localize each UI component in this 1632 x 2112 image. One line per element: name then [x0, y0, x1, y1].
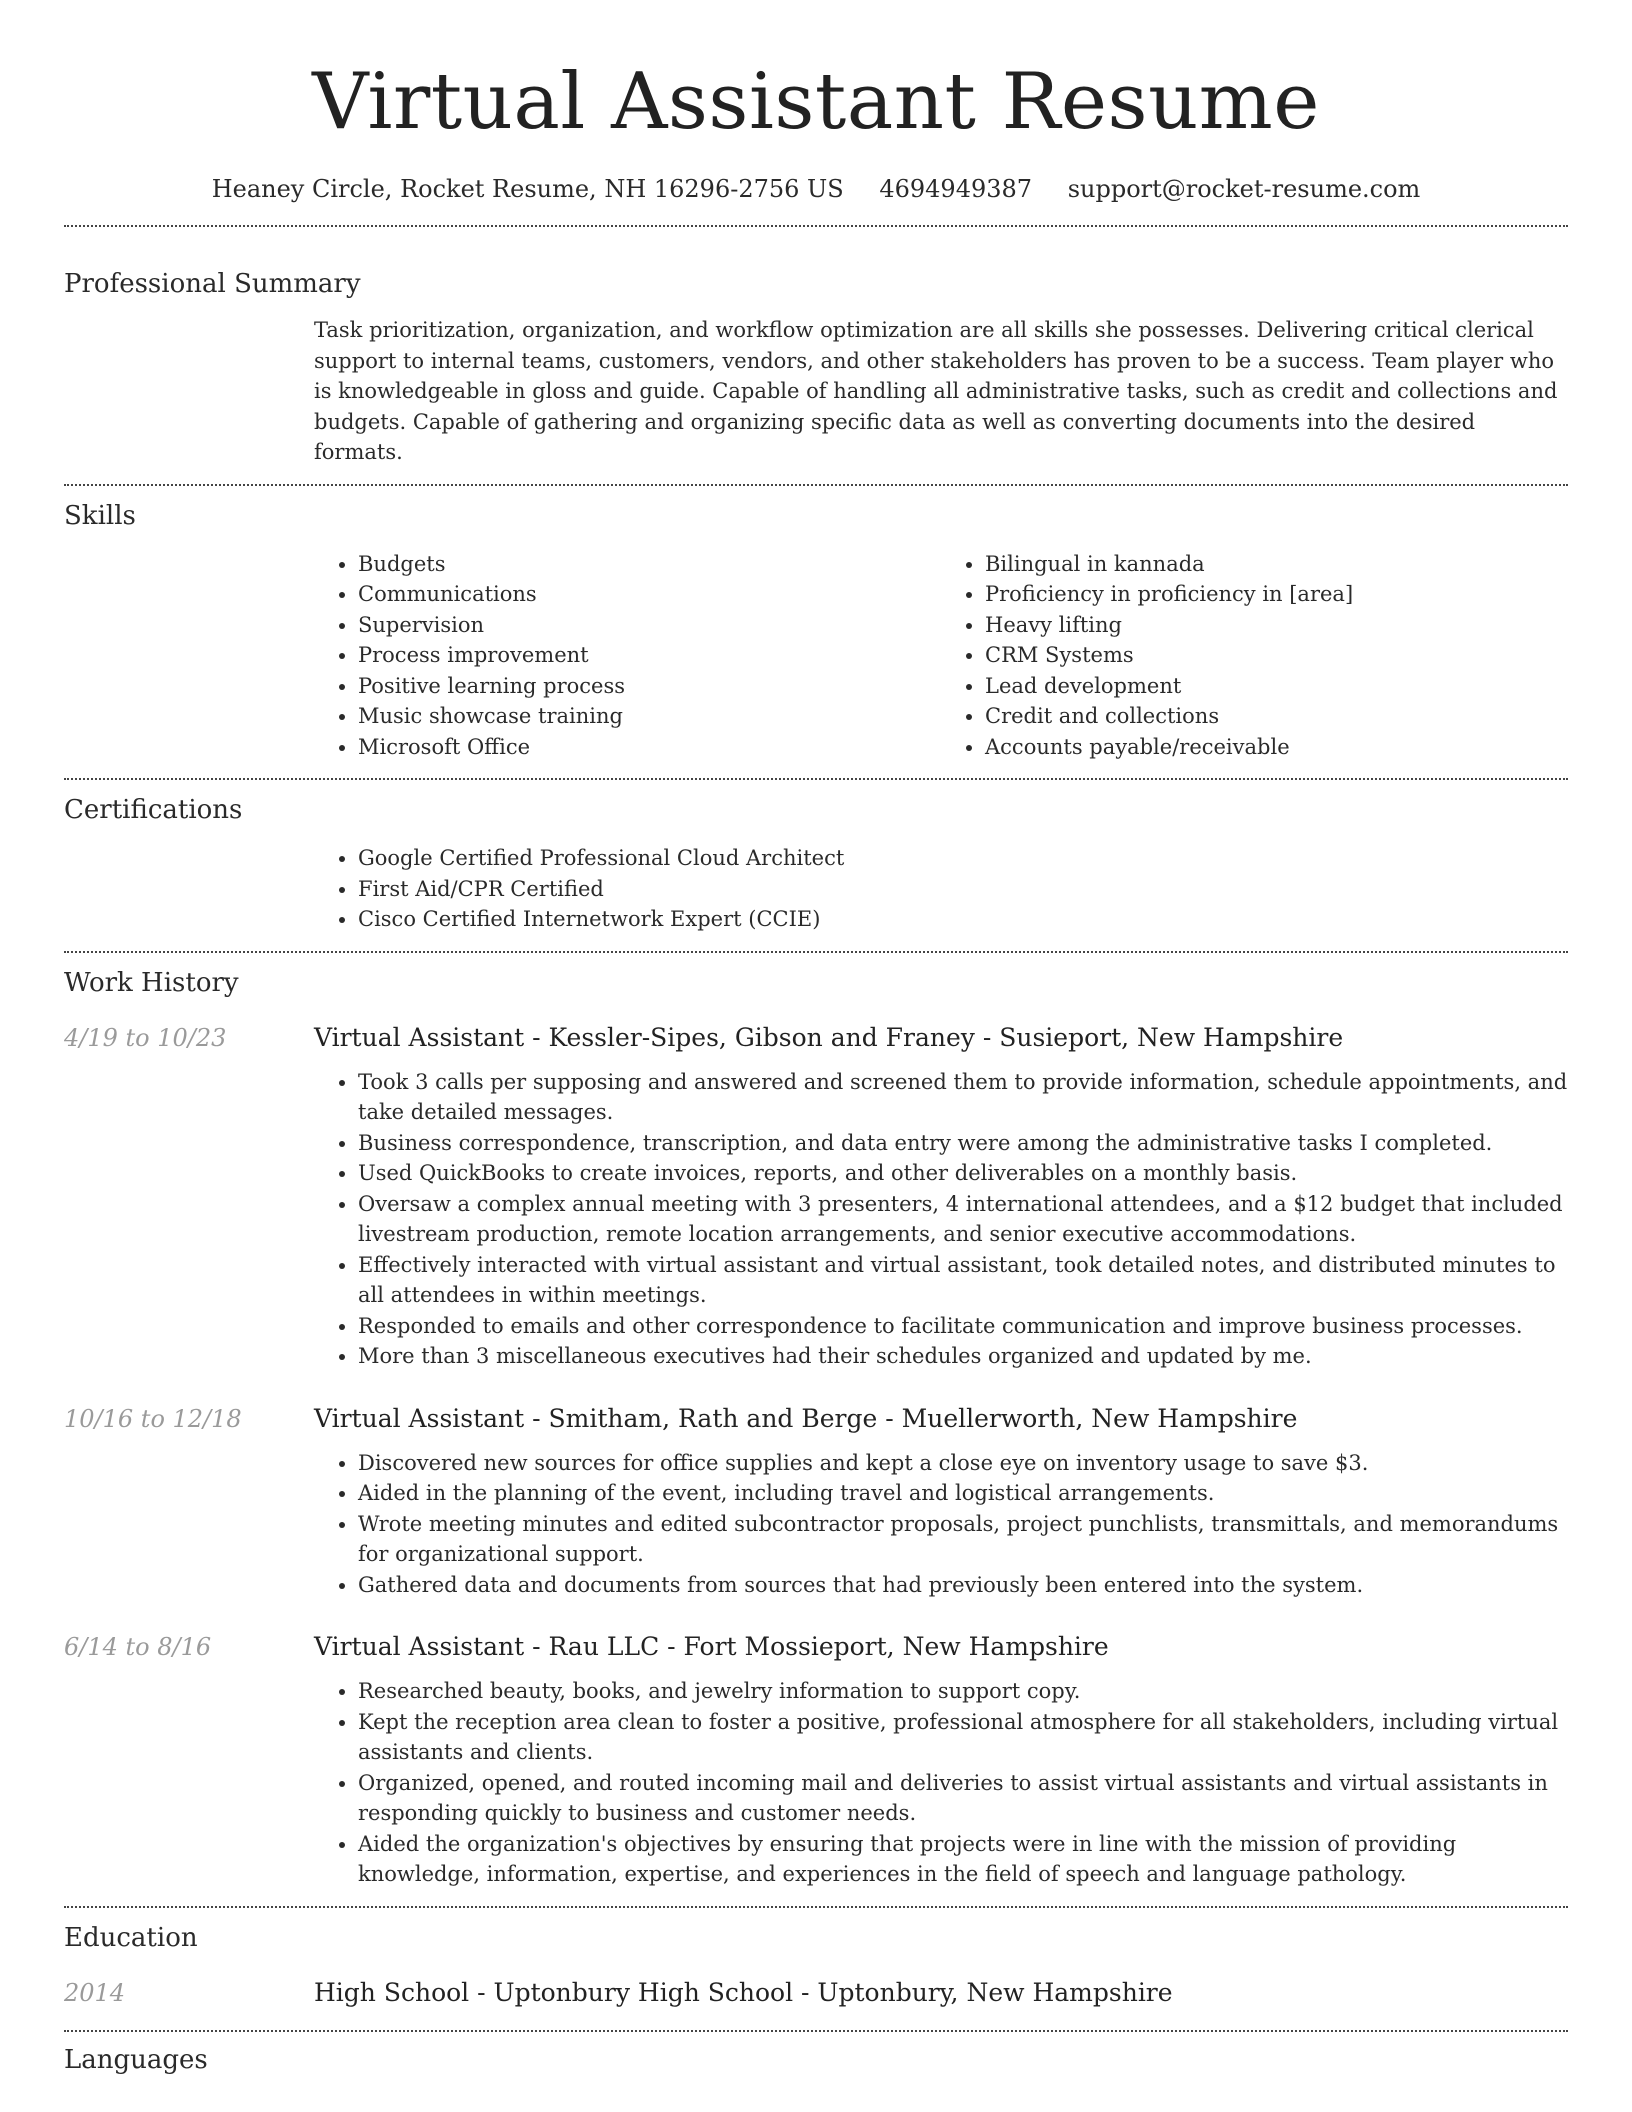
certifications-body	[314, 843, 1568, 935]
contact-address: Heaney Circle, Rocket Resume, NH 16296-2756 US	[211, 175, 844, 203]
job-entry	[64, 1021, 1568, 1372]
job-bullet: • Researched beauty, books, and jewelry information to support copy.	[358, 1676, 1568, 1707]
skills-heading: Skills	[64, 500, 136, 531]
job-details	[314, 1067, 1568, 1372]
job-dates: 10/16 to 12/18	[64, 1404, 242, 1433]
work-history-section	[64, 953, 1568, 1890]
skill-item: • Lead development	[985, 671, 1568, 702]
job-bullet: • Organized, opened, and routed incoming mail and deliveries to assist virtual assistants and virtual assistants in responding quickly to business and customer needs.	[358, 1768, 1568, 1829]
job-bullet: • Aided the organization's objectives by ensuring that projects were in line with the mission of providing knowledge, information, expertise, and experiences in the field of speech and language pathology.	[358, 1829, 1568, 1890]
skill-item: • Credit and collections	[985, 701, 1568, 732]
job-bullets	[314, 1448, 1568, 1601]
job-title: Virtual Assistant - Smitham, Rath and Berge - Muellerworth, New Hampshire	[314, 1403, 1298, 1433]
contact-phone: 4694949387	[879, 175, 1033, 203]
job-header	[64, 1402, 1568, 1436]
certifications-list	[314, 843, 1568, 935]
certification-item: • Cisco Certified Internetwork Expert (CCIE)	[358, 904, 1568, 935]
skill-item: • Communications	[358, 579, 941, 610]
education-section	[64, 1908, 1568, 2010]
skill-item: • Budgets	[358, 549, 941, 580]
job-bullet: • Used QuickBooks to create invoices, reports, and other deliverables on a monthly basis.	[358, 1158, 1568, 1189]
job-title: Virtual Assistant - Rau LLC - Fort Mossieport, New Hampshire	[314, 1632, 1109, 1661]
skill-item: • Heavy lifting	[985, 610, 1568, 641]
summary-body	[314, 315, 1568, 468]
job-bullet: • Oversaw a complex annual meeting with 3 presenters, 4 international attendees, and a $12 budget that included livestream production, remote location arrangements, and senior executive accommodations.	[358, 1189, 1568, 1250]
job-dates: 4/19 to 10/23	[64, 1023, 227, 1052]
education-year: 2014	[64, 1978, 126, 2007]
job-bullet: • Wrote meeting minutes and edited subcontractor proposals, project punchlists, transmittals, and memorandums for organizational support.	[358, 1509, 1568, 1570]
education-entry	[64, 1976, 1568, 2010]
certifications-section	[64, 780, 1568, 935]
certification-item: • First Aid/CPR Certified	[358, 874, 1568, 905]
skill-item: • Music showcase training	[358, 701, 941, 732]
job-bullets	[314, 1067, 1568, 1372]
certifications-heading: Certifications	[64, 795, 243, 825]
work-history-heading: Work History	[64, 967, 239, 998]
skills-section	[64, 486, 1568, 763]
skill-item: • Microsoft Office	[358, 732, 941, 763]
job-details	[314, 1676, 1568, 1890]
job-bullet: • Aided in the planning of the event, including travel and logistical arrangements.	[358, 1478, 1568, 1509]
education-heading: Education	[64, 1922, 198, 1953]
job-bullet: • Responded to emails and other correspondence to facilitate communication and improve business processes.	[358, 1311, 1568, 1342]
certification-item: • Google Certified Professional Cloud Architect	[358, 843, 1568, 874]
languages-section	[64, 2032, 1568, 2078]
skill-item: • Positive learning process	[358, 671, 941, 702]
skill-item: • Supervision	[358, 610, 941, 641]
job-bullet: • More than 3 miscellaneous executives had their schedules organized and updated by me.	[358, 1341, 1568, 1372]
skill-item: • Proficiency in proficiency in [area]	[985, 579, 1568, 610]
languages-heading: Languages	[64, 2044, 208, 2075]
job-bullet: • Took 3 calls per supposing and answered and screened them to provide information, schedule appointments, and take detailed messages.	[358, 1067, 1568, 1128]
education-title: High School - Uptonbury High School - Uptonbury, New Hampshire	[314, 1977, 1173, 2007]
job-details	[314, 1448, 1568, 1601]
job-dates: 6/14 to 8/16	[64, 1633, 212, 1661]
job-bullet: • Kept the reception area clean to foster a positive, professional atmosphere for all stakeholders, including virtual assistants and clients.	[358, 1707, 1568, 1768]
job-header	[64, 1021, 1568, 1055]
skill-item: • Process improvement	[358, 640, 941, 671]
skill-item: • CRM Systems	[985, 640, 1568, 671]
skill-item: • Bilingual in kannada	[985, 549, 1568, 580]
job-title: Virtual Assistant - Kessler-Sipes, Gibson and Franey - Susieport, New Hampshire	[314, 1022, 1344, 1052]
job-bullet: • Effectively interacted with virtual assistant and virtual assistant, took detailed notes, and distributed minutes to all attendees in within meetings.	[358, 1250, 1568, 1311]
summary-text: Task prioritization, organization, and workflow optimization are all skills she possesses. Delivering critical clerical support to internal teams, customers, vendors, and other stakeholders has proven to be a success. Team player who is knowledgeable in gloss and guide. Capable of handling all administrative tasks, such as credit and collections and budgets. Capable of gathering and organizing specific data as well as converting documents into the desired formats.	[314, 318, 1558, 464]
resume-title: Virtual Assistant Resume	[312, 57, 1320, 147]
job-entry	[64, 1630, 1568, 1890]
job-header	[64, 1630, 1568, 1664]
skills-list-right	[941, 549, 1568, 763]
job-bullets	[314, 1676, 1568, 1890]
summary-section	[64, 227, 1568, 468]
skills-list-left	[314, 549, 941, 763]
job-bullet: • Gathered data and documents from sources that had previously been entered into the system.	[358, 1570, 1568, 1601]
skills-grid	[314, 549, 1568, 763]
job-bullet: • Discovered new sources for office supplies and kept a close eye on inventory usage to save $3.	[358, 1448, 1568, 1479]
job-bullet: • Business correspondence, transcription, and data entry were among the administrative tasks I completed.	[358, 1128, 1568, 1159]
contact-line	[64, 172, 1568, 206]
job-entry	[64, 1402, 1568, 1601]
summary-heading: Professional Summary	[64, 269, 361, 299]
skill-item: • Accounts payable/receivable	[985, 732, 1568, 763]
contact-email: support@rocket-resume.com	[1067, 175, 1421, 203]
